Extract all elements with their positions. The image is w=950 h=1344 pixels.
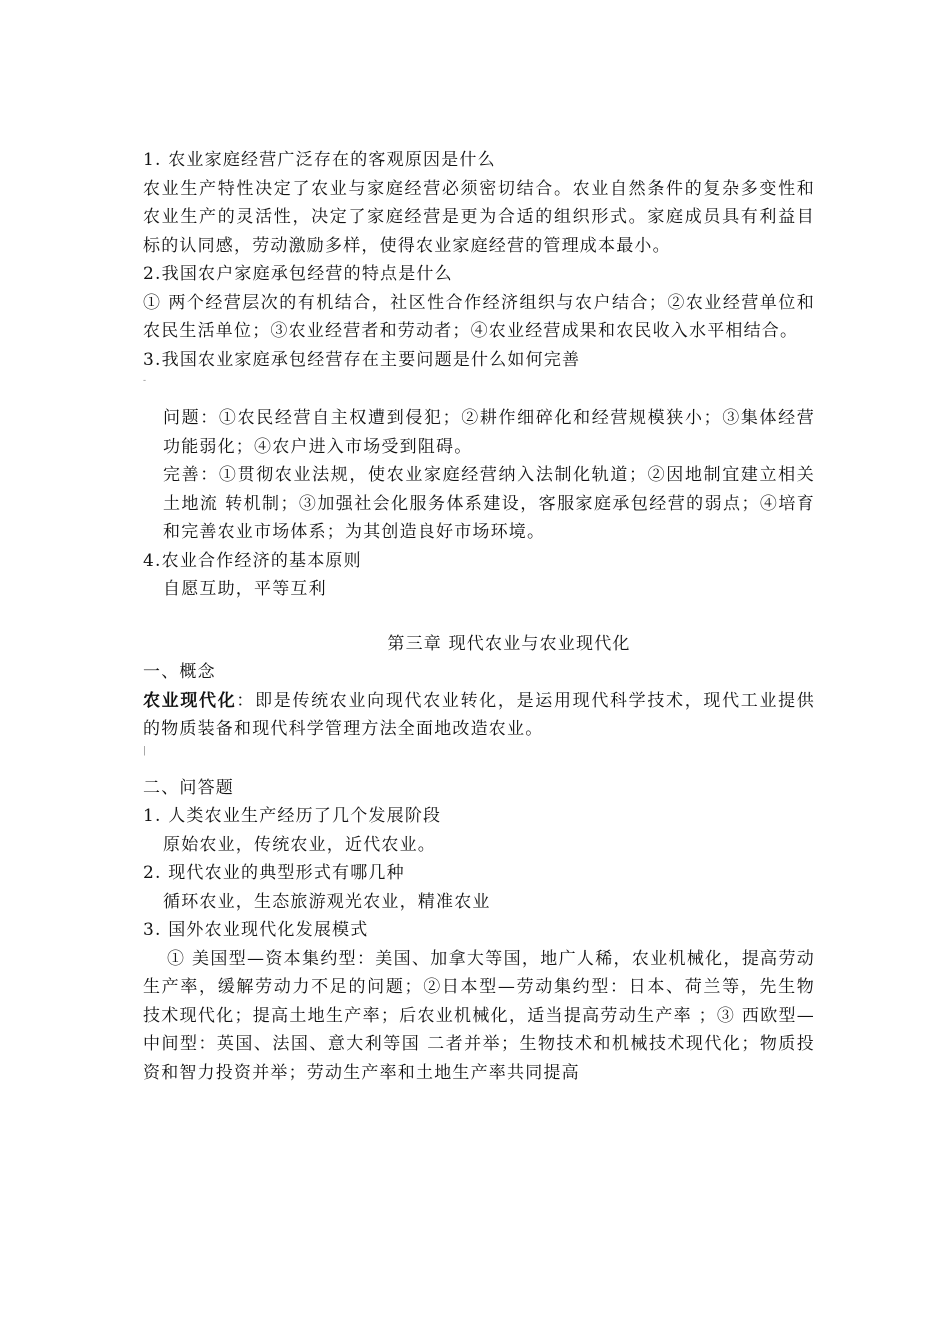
spacer (143, 604, 815, 630)
concept-text: ：即是传统农业向现代农业转化，是运用现代科学技术，现代工业提供的物质装备和现代科学管理方法全面地改造农业。 (143, 690, 816, 739)
section-1-title: 一、概念 (143, 662, 216, 682)
chapter-question-1-answer: 原始农业，传统农业，近代农业。 (163, 834, 436, 855)
section-2-title: 二、问答题 (143, 777, 234, 798)
spacer (143, 758, 815, 774)
document-body (143, 146, 815, 1087)
question-2-answer: ① 两个经营层次的有机结合，社区性合作经济组织与农户结合；②农业经营单位和农民生活单位；③农业经营者和劳动者；④农业经营成果和农民收入水平相结合。 (143, 292, 815, 341)
spacer (143, 388, 815, 404)
question-1-title: 1. 农业家庭经营广泛存在的客观原因是什么 (143, 150, 496, 170)
question-3-problems: 问题：①农民经营自主权遭到侵犯；②耕作细碎化和经营规模狭小；③集体经营功能弱化；④农户进入市场受到阻碍。 (163, 408, 815, 457)
chapter-title: 第三章 现代农业与农业现代化 (387, 633, 631, 654)
question-3-title: 3.我国农业家庭承包经营存在主要问题是什么如何完善 (143, 349, 581, 370)
question-4-answer: 自愿互助，平等互利 (163, 579, 327, 599)
chapter-question-2-title: 2. 现代农业的典型形式有哪几种 (143, 863, 405, 883)
question-4-title: 4.农业合作经济的基本原则 (143, 550, 362, 571)
question-2-title: 2.我国农户家庭承包经营的特点是什么 (143, 264, 453, 284)
chapter-question-1-title: 1. 人类农业生产经历了几个发展阶段 (143, 806, 442, 826)
concept-term: 农业现代化 (143, 690, 237, 711)
chapter-question-3-answer: ① 美国型—资本集约型：美国、加拿大等国，地广人稀，农业机械化，提高劳动生产率，缓解劳动力不足的问题；②日本型—劳动集约型：日本、荷兰等，先生物技术现代化；提高土地生产率；后农业机械化，适当提高劳动生产率 ；③ 西欧型—中间型：英国、法国、意大利等国 二者并举；生物技术和机械技术现代化；物质投资和智力投资并举；劳动生产率和土地生产率共同提高 (143, 948, 815, 1083)
concept-definition (143, 687, 815, 744)
question-3-improvements: 完善：①贯彻农业法规，使农业家庭经营纳入法制化轨道；②因地制宜建立相关土地流 转机制；③加强社会化服务体系建设，客服家庭承包经营的弱点；④培育和完善农业市场体系；为其创造良好市场环境。 (163, 465, 815, 542)
paragraph-mark: - (143, 376, 148, 386)
chapter-question-2-answer: 循环农业，生态旅游观光农业，精准农业 (163, 891, 491, 912)
paragraph-mark: | (143, 745, 148, 756)
chapter-question-3-title: 3. 国外农业现代化发展模式 (143, 920, 369, 940)
question-1-answer: 农业生产特性决定了农业与家庭经营必须密切结合。农业自然条件的复杂多变性和农业生产的灵活性，决定了家庭经营是更为合适的组织形式。家庭成员具有利益目标的认同感，劳动激励多样，使得农业家庭经营的管理成本最小。 (143, 178, 815, 256)
